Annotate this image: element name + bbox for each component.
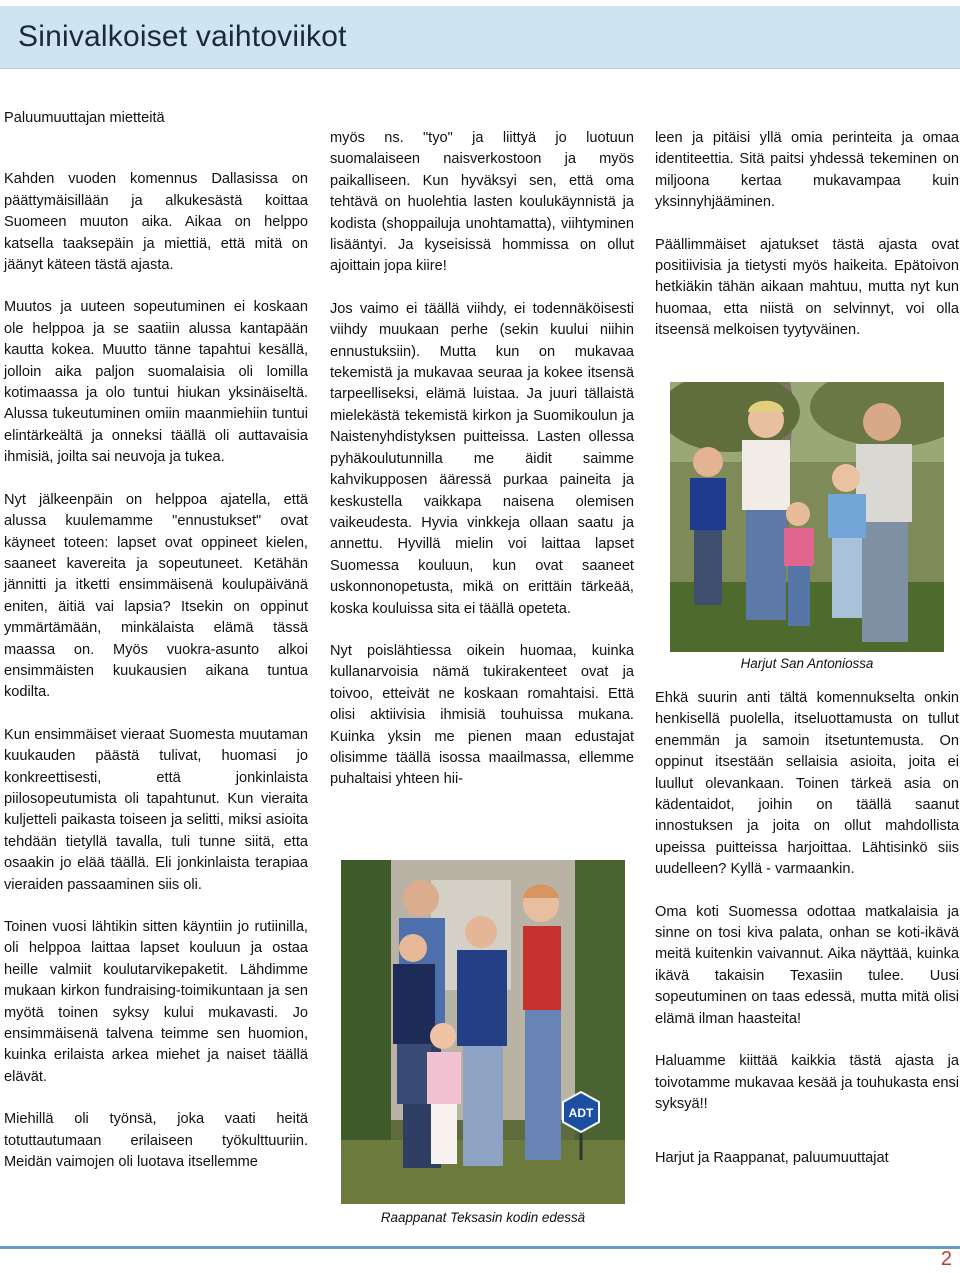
title-banner: [0, 6, 960, 69]
photo-harjut-family: [670, 382, 944, 652]
page-title: Sinivalkoiset vaihtoviikot: [18, 20, 347, 53]
article-column-2: [330, 128, 634, 812]
article-subtitle: Paluumuuttajan mietteitä: [4, 110, 165, 126]
paragraph: Toinen vuosi lähtikin sitten käyntiin jo rutiinilla, oli helppoa laittaa lapset kouluun ja ostaa heille valmiit koulutarvikepaketit. Lähdimme mukaan kirkon fundraising-toimikuntaan ja sen myötä toinen syksy kului mukavasti. Jo ensimmäisenä talvena teimme sen huomion, kuinka erilaista arkea miehet ja naiset täällä elävät.: [4, 919, 308, 1085]
paragraph: Päällimmäiset ajatukset tästä ajasta ovat positiivisia ja tietysti myös haikeita. Epätoivon hetkiäkin tähän aikaan mahtuu, mutta nyt kun huomaa, etta niistä on selvinnyt, voi olla itseensä melkoisen tyytyväinen.: [655, 236, 959, 339]
adt-sign-text: ADT: [568, 1106, 594, 1120]
paragraph: Oma koti Suomessa odottaa matkalaisia ja sinne on tosi kiva palata, onhan se koti-ikävä meitä kuitenkin vaivannut. Aika näyttää, kuinka ikävä takaisin Texasiin tulee. Uusi sopeutuminen on taas edessä, mutta mitä olisi elämä ilman haasteita!: [655, 903, 959, 1027]
paragraph: leen ja pitäisi yllä omia perinteita ja omaa identiteettia. Sitä paitsi yhdessä tekeminen on miljoona kertaa mukavampaa kuin yksinnyhjääminen.: [655, 130, 959, 211]
paragraph: Ehkä suurin anti tältä komennukselta onkin henkisellä puolella, itseluottamusta on tullut enemmän ja samoin itsetuntemusta. On oppinut itsestään sellaisia asioita, joita ei luullut olevankaan. Toinen tärkeä asia on kädentaidot, joihin on täällä saanut innostuksen ja joita on ollut mahdollista upeissa puitteissa harjoittaa. Lähtisinkö siis uudelleen? Kyllä - varmaankin.: [655, 690, 959, 878]
paragraph: Haluamme kiittää kaikkia tästä ajasta ja toivotamme mukavaa kesää ja touhukasta ensi syksyä!!: [655, 1053, 959, 1112]
article-column-1: [4, 108, 308, 1194]
article-column-3-lower: [655, 688, 959, 1191]
paragraph: Muutos ja uuteen sopeutuminen ei koskaan ole helppoa ja se saatiin alussa kantapään kautta kokea. Muutto tänne tapahtui kesällä, jolloin aika paljon suomalaisia oli lomilla kotimaassa ja olo tuntui hiukan yksinäiseltä. Alussa tukeutuminen omiin maanmiehiin tuntui elintärkeältä ja onneksi täällä oli auttavaisia ihmisiä, joilta sai neuvoja ja tukea.: [4, 299, 308, 466]
photo-harjut-illustration: [670, 382, 944, 652]
photo-raappanat-family: [341, 860, 625, 1204]
paragraph: Nyt poislähtiessa oikein huomaa, kuinka kullanarvoisia nämä tukirakenteet ovat ja toivoo, etteivät ne koskaan romahtaisi. Että olisi aktiivisia ihmisiä touhuissa mukana. Kuinka yksin me pienen maan edustajat olisimme täällä isossa maailmassa, ellemme puhaltaisi yhteen hii-: [330, 642, 634, 788]
footer-rule: [0, 1246, 960, 1249]
paragraph: Kahden vuoden komennus Dallasissa on päättymäisillään ja alkukesästä koittaa Suomeen muuton aika. Aikaa on helppo katsella taaksepäin ja miettiä, että mitä on jäänyt käteen tästä ajasta.: [4, 171, 308, 274]
article-column-3: [655, 128, 959, 363]
page-number: 2: [940, 1248, 952, 1270]
photo-raappanat-illustration: [341, 860, 625, 1204]
photo1-caption: Harjut San Antoniossa: [740, 656, 874, 671]
photo2-caption: Raappanat Teksasin kodin edessä: [380, 1210, 586, 1225]
paragraph: myös ns. "tyo" ja liittyä jo luotuun suomalaiseen naisverkostoon ja myös paikalliseen. Kun hyväksyi sen, että oma tehtävä on huolehtia lasten koulukäynnistä ja kodista (shoppailuja unohtamatta), viihtyminen lisääntyi. Ja kyseisissä hommissa on ollut ajoittain jopa kiire!: [330, 130, 634, 275]
paragraph: Nyt jälkeenpäin on helppoa ajatella, että alussa kuulemamme "ennustukset" ovat käyneet toteen: lapset ovat oppineet kielen, saaneet kavereita ja sopeutuneet. Ketähän jännitti ja itketti ensimmäisenä koulupäivänä eniten, äitiä vai lapsia? Itsekin on oppinut ymmärtämään, minkälaista elämä tässä maassa on. Myös vuokra-asunto alkoi ensimmäisten kuukausien aikana tuntua kodilta.: [4, 491, 308, 701]
paragraph: Kun ensimmäiset vieraat Suomesta muutaman kuukauden päästä tulivat, huomasi jo konkreettisesti, että jonkinlaista piilosopeutumista oli tapahtunut. Kun vieraita kuljetteli paikasta toiseen ja selitti, miksi asioita tehdään tietyllä tavalla, tuli tunne siitä, etta osaakin jo elää täällä. Eli jonkinlaista terapiaa vieraiden passaaminen siis oli.: [4, 726, 308, 893]
paragraph: Miehillä oli työnsä, joka vaati heitä totuttautumaan erilaiseen työkulttuuriin. Meidän vaimojen oli luotava itsellemme: [4, 1111, 308, 1171]
signature-line: Harjut ja Raappanat, paluumuuttajat: [655, 1150, 889, 1167]
paragraph: Jos vaimo ei täällä viihdy, ei todennäköisesti viihdy muukaan perhe (sekin kuului niihin ennustuksiin). Mutta kun on mukavaa tekemistä ja mukavaa seuraa ja kokee itsensä tarpeelliseksi, elämä luistaa. Ja juuri tällaistä mielekästä tekemistä kirkon ja Suomikoulun ja Naistenyhdistyksen puitteissa. Lasten ollessa pyhäkoulutunnilla me äidit saimme kahvikupposen ääressä purkaa paineita ja keskustella vaikkapa naisena olemisen vaikeudesta. Hyvia vinkkeja ollaan saatu ja annettu. Hyvillä mielin voi laittaa lapset Suomessa kouluun, kun ovat saaneet uskonnonopetusta, mikä on erittäin tärkeää, koska kouluissa sita ei täällä opeteta.: [330, 300, 634, 617]
